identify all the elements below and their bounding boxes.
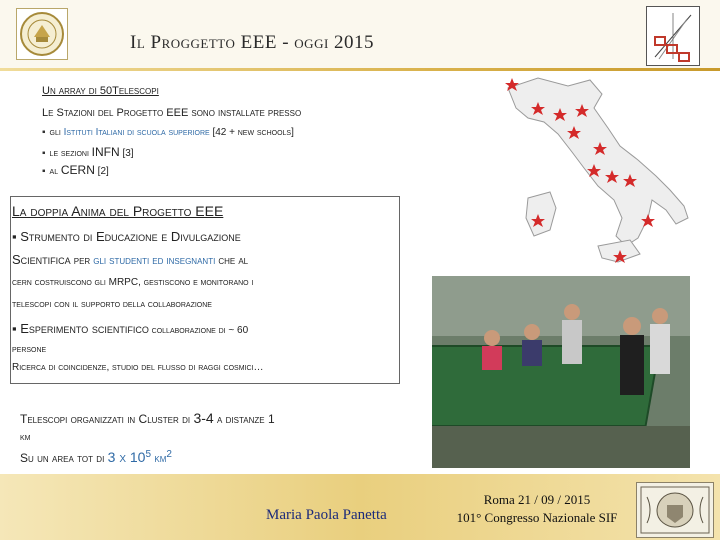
box-title: La doppia Anima del Progetto EEE: [12, 203, 224, 219]
box-line-support: telescopi con il supporto della collaborazione: [12, 299, 212, 310]
box-line-cern-build: cern costruiscono gli MRPC, gestiscono e monitorano i: [12, 277, 254, 288]
bullet-schools: ▪ gli Istituti Italiani di scuola superiore [42 + new schools]: [42, 127, 294, 138]
page-title: Il Proggetto EEE - oggi 2015: [130, 32, 375, 53]
double-soul-box: [10, 196, 400, 384]
cluster-line: Telescopi organizzati in Cluster di 3-4 a distanze 1: [20, 410, 275, 426]
conference-name: 101° Congresso Nazionale SIF: [456, 510, 618, 525]
students-photo-icon: [432, 276, 690, 468]
area-line: Su un area tot di 3 x $10^5$ $km^2$: [20, 449, 172, 465]
box-line-research: Ricerca di coincidenze, studio del flusso di raggi cosmici…: [12, 362, 264, 373]
conference-date: Roma 21 / 09 / 2015: [483, 492, 591, 507]
bullet-infn: ▪ le sezioni INFN [3]: [42, 145, 134, 159]
eee-project-logo-icon: [646, 6, 700, 66]
sif-crest-icon: [636, 482, 714, 538]
box-line-scientific: Scientifica per gli studenti ed insegnanti che al: [12, 252, 249, 267]
bullet-cern: ▪ al CERN [2]: [42, 163, 109, 177]
box-bullet-education: ▪ Strumento di Educazione e Divulgazione: [12, 229, 241, 244]
author-name: Maria Paola Panetta: [266, 507, 387, 523]
intro-line-stations: Le Stazioni del Progetto EEE sono installate presso: [42, 107, 302, 119]
italy-map-icon: [498, 68, 702, 268]
university-seal-icon: [16, 8, 68, 60]
box-bullet-experiment: ▪ Esperimento scientifico collaborazione di ~ 60: [12, 321, 249, 336]
cluster-unit: km: [20, 432, 31, 443]
intro-line-array: Un array di 50Telescopi: [42, 85, 159, 97]
box-line-persons: persone: [12, 344, 47, 355]
